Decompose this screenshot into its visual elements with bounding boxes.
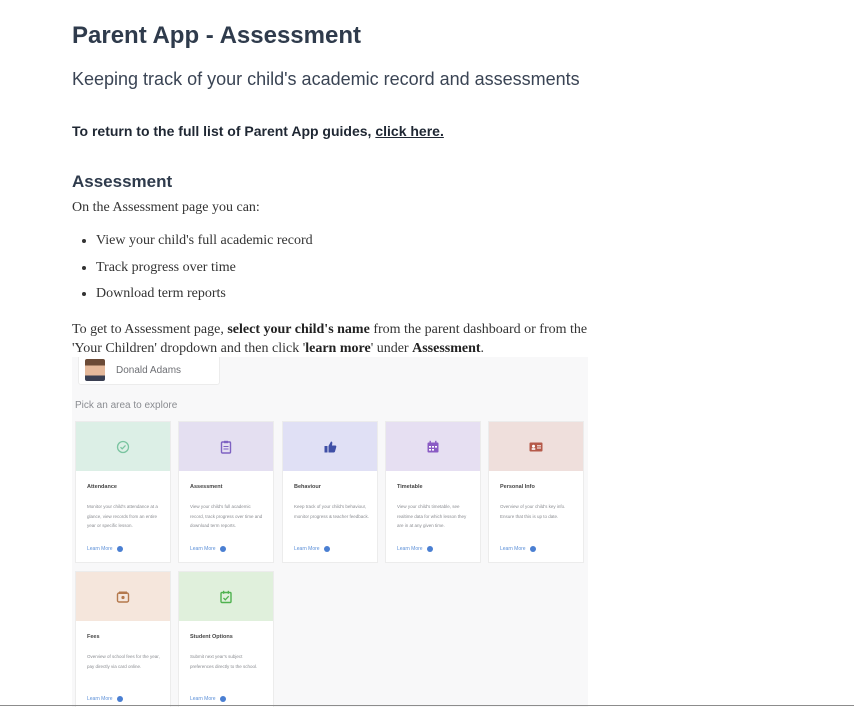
card-icon-area	[76, 572, 170, 621]
info-icon	[324, 546, 330, 552]
learn-more-label: Learn More	[397, 546, 423, 552]
area-card-assessment[interactable]	[178, 421, 274, 563]
area-card-timetable[interactable]	[385, 421, 481, 563]
instr-bold-1: select your child's name	[227, 322, 370, 337]
instr-text-2: from the parent dashboard or from the 'Your Children' dropdown and then click '	[72, 322, 588, 356]
card-title: Student Options	[190, 634, 233, 640]
card-icon-area	[179, 572, 273, 621]
clipboard-icon	[218, 439, 234, 455]
instr-text-1: To get to Assessment page,	[72, 322, 228, 337]
id-card-icon	[528, 439, 544, 455]
learn-more-link[interactable]	[87, 696, 123, 702]
learn-more-label: Learn More	[294, 546, 320, 552]
card-title: Fees	[87, 634, 100, 640]
learn-more-label: Learn More	[190, 546, 216, 552]
info-icon	[427, 546, 433, 552]
card-title: Behaviour	[294, 484, 321, 490]
learn-more-link[interactable]	[397, 546, 433, 552]
student-name: Donald Adams	[116, 364, 182, 376]
avatar	[85, 359, 105, 381]
section-heading: Assessment	[72, 172, 173, 191]
list-item: • Download term reports	[96, 283, 313, 310]
return-text: To return to the full list of Parent App guides,	[72, 123, 376, 139]
calendar-icon	[425, 439, 441, 455]
card-description: View your child's timetable, see realtime data for which lesson they are in at any given time.	[397, 504, 467, 528]
dashboard-screenshot	[72, 357, 588, 707]
area-card-behaviour[interactable]	[282, 421, 378, 563]
info-icon	[220, 696, 226, 702]
card-icon-area	[76, 422, 170, 471]
card-icon-area	[179, 422, 273, 471]
bottom-divider	[0, 705, 854, 706]
info-icon	[117, 696, 123, 702]
learn-more-link[interactable]	[190, 696, 226, 702]
list-item: • View your child's full academic record	[96, 230, 313, 257]
card-icon-area	[489, 422, 583, 471]
area-card-student-options[interactable]	[178, 571, 274, 707]
learn-more-label: Learn More	[87, 696, 113, 702]
wallet-icon	[115, 589, 131, 605]
card-title: Personal Info	[500, 484, 535, 490]
info-icon	[117, 546, 123, 552]
learn-more-label: Learn More	[87, 546, 113, 552]
pick-area-label: Pick an area to explore	[75, 400, 178, 411]
info-icon	[530, 546, 536, 552]
instr-bold-2: learn more	[305, 341, 371, 356]
learn-more-link[interactable]	[500, 546, 536, 552]
click-here-link[interactable]: click here.	[375, 123, 444, 139]
card-description: Overview of your child's key info. Ensure that this is up to date.	[500, 504, 566, 519]
area-card-attendance[interactable]	[75, 421, 171, 563]
card-description: Monitor your child's attendance at a glance, view records from an entire year or specific lesson.	[87, 504, 158, 528]
card-title: Timetable	[397, 484, 423, 490]
card-description: Overview of school fees for the year, pay directly via card online.	[87, 654, 160, 669]
instr-text-4: .	[480, 341, 485, 356]
return-line	[72, 123, 444, 139]
card-description: Submit next year's subject preferences directly to the school.	[190, 654, 258, 669]
card-icon-area	[386, 422, 480, 471]
info-icon	[220, 546, 226, 552]
card-title: Assessment	[190, 484, 223, 490]
card-title: Attendance	[87, 484, 117, 490]
calendar-check-icon	[218, 589, 234, 605]
instr-text-3: ' under	[370, 341, 413, 356]
page-subtitle: Keeping track of your child's academic record and assessments	[72, 69, 580, 89]
thumbs-up-icon	[322, 439, 338, 455]
card-description: Keep track of your child's behaviour, monitor progress & teacher feedback.	[294, 504, 370, 519]
check-circle-icon	[115, 439, 131, 455]
list-item: • Track progress over time	[96, 257, 313, 284]
section-intro: On the Assessment page you can:	[72, 200, 260, 215]
feature-list	[72, 230, 313, 310]
instructions-paragraph	[72, 320, 592, 358]
area-card-fees[interactable]	[75, 571, 171, 707]
instr-bold-3: Assessment	[412, 341, 481, 356]
learn-more-label: Learn More	[190, 696, 216, 702]
learn-more-label: Learn More	[500, 546, 526, 552]
learn-more-link[interactable]	[294, 546, 330, 552]
area-card-personal-info[interactable]	[488, 421, 584, 563]
learn-more-link[interactable]	[190, 546, 226, 552]
card-icon-area	[283, 422, 377, 471]
learn-more-link[interactable]	[87, 546, 123, 552]
page-title: Parent App - Assessment	[72, 22, 361, 49]
card-description: View your child's full academic record, track progress over time and download term reports.	[190, 504, 263, 528]
student-selector	[78, 357, 220, 385]
